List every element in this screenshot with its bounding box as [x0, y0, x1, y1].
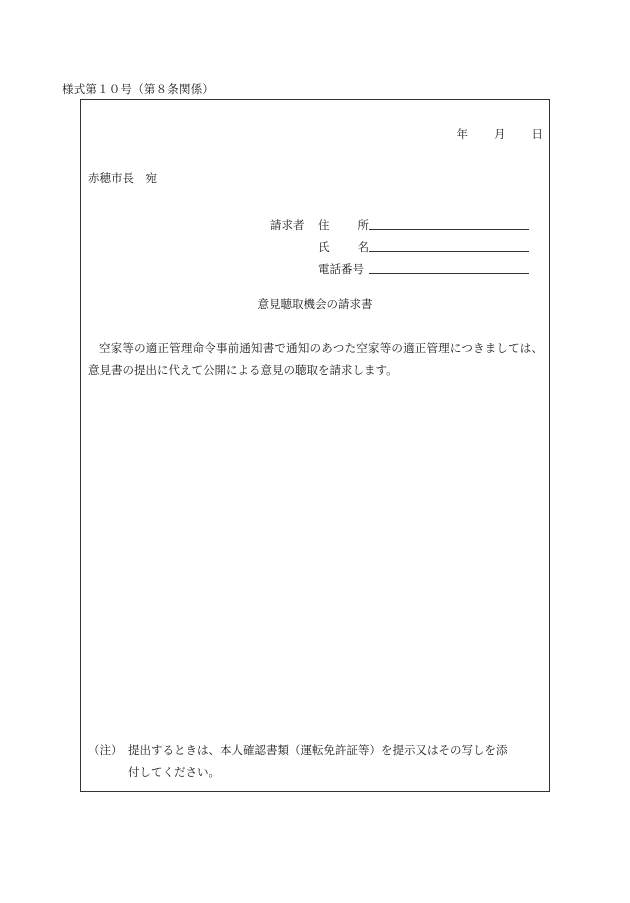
address-label-b: 所: [357, 218, 369, 232]
date-line: [457, 126, 544, 142]
date-year: 年: [456, 127, 468, 141]
name-label-a: 氏: [318, 240, 330, 254]
note-label: （注）: [88, 743, 123, 757]
phone-field[interactable]: [369, 259, 529, 274]
requester-label: 請求者: [270, 218, 305, 232]
date-month: 月: [494, 127, 506, 141]
name-label-b: 名: [357, 240, 369, 254]
address-label-a: 住: [318, 218, 330, 232]
address-field[interactable]: [369, 215, 529, 230]
form-frame: [80, 99, 550, 792]
date-day: 日: [531, 127, 543, 141]
requester-block: [270, 211, 529, 277]
document-title: 意見聴取機会の請求書: [257, 297, 373, 311]
requester-phone-row: [270, 255, 529, 277]
phone-label: 電話番号: [318, 262, 364, 276]
address-label: [318, 217, 369, 233]
addressee: 赤穂市長 宛: [88, 171, 157, 185]
form-number: 様式第１０号（第８条関係）: [62, 82, 215, 96]
requester-address-row: [270, 211, 529, 233]
note-block: [88, 739, 543, 783]
name-label: [318, 239, 369, 255]
note-line-2: 付してください。: [128, 765, 220, 779]
requester-name-row: [270, 233, 529, 255]
body-text: 空家等の適正管理命令事前通知書で通知のあつた空家等の適正管理につきましては、意見書の提出に代えて公開による意見の聴取を請求します。: [88, 341, 543, 377]
name-field[interactable]: [369, 237, 529, 252]
note-line-1: 提出するときは、本人確認書類（運転免許証等）を提示又はその写しを添: [128, 743, 508, 757]
